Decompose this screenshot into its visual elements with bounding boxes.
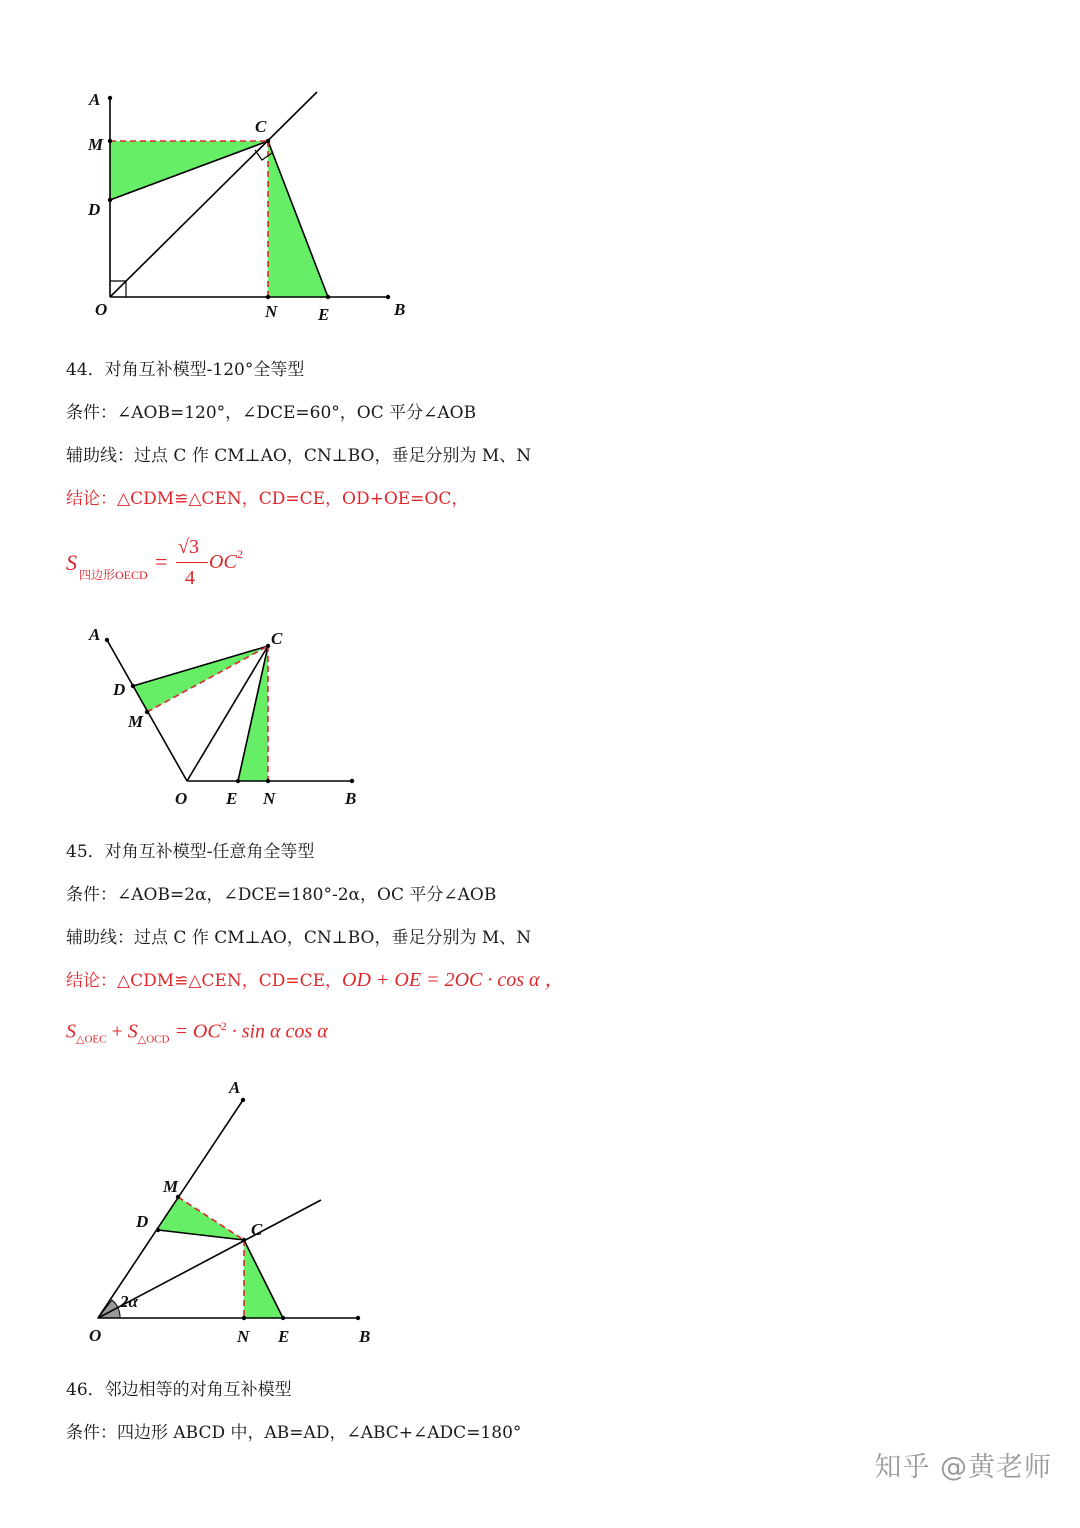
- figure-3-label-c: C: [251, 1220, 263, 1239]
- formula-s: S: [66, 550, 77, 575]
- figure-3-label-d: D: [136, 1212, 149, 1231]
- section-46-title: 46．邻边相等的对角互补模型: [66, 1380, 292, 1400]
- figure-2-label-n: N: [263, 789, 276, 808]
- figure-2-label-o: O: [175, 789, 188, 808]
- figure-2-label-b: B: [345, 789, 357, 808]
- fraction-bar: [176, 562, 208, 563]
- figure-3-label-m: M: [163, 1177, 179, 1196]
- figure-2: [88, 625, 356, 808]
- formula-sub2: △OCD: [137, 1033, 170, 1046]
- formula-sup: 2: [220, 1019, 227, 1033]
- section-45-conclusion-prefix: 结论：△CDM≌△CEN，CD=CE，: [66, 971, 343, 991]
- formula-denominator: 4: [185, 567, 195, 589]
- figure-3-label-angle: 2α: [120, 1292, 138, 1311]
- figure-2-label-e: E: [226, 789, 238, 808]
- section-44-auxiliary-line: 辅助线：过点 C 作 CM⊥AO，CN⊥BO，垂足分别为 M、N: [66, 446, 532, 466]
- figure-1-label-c: C: [255, 117, 267, 136]
- formula-tail: OC: [209, 551, 237, 573]
- figure-1: [87, 90, 405, 324]
- section-45-title: 45．对角互补模型-任意角全等型: [66, 842, 315, 862]
- section-44-condition: 条件：∠AOB=120°，∠DCE=60°，OC 平分∠AOB: [66, 403, 477, 423]
- figure-1-label-m: M: [88, 135, 104, 154]
- figure-2-label-a: A: [89, 625, 101, 644]
- formula-sub1: △OEC: [76, 1033, 107, 1046]
- figure-1-label-d: D: [88, 200, 101, 219]
- formula-s2: S: [127, 1020, 138, 1043]
- figure-1-label-b: B: [394, 300, 406, 319]
- section-46-condition: 条件：四边形 ABCD 中，AB=AD，∠ABC+∠ADC=180°: [66, 1423, 522, 1443]
- section-45-auxiliary-line: 辅助线：过点 C 作 CM⊥AO，CN⊥BO，垂足分别为 M、N: [66, 928, 532, 948]
- section-45-area-formula: [66, 1012, 328, 1054]
- figure-2-label-d: D: [113, 680, 126, 699]
- formula-equals: =: [155, 549, 168, 574]
- figure-3-shaded-triangle-mdc: [158, 1197, 244, 1240]
- figure-3-label-a: A: [229, 1078, 241, 1097]
- figure-3: [89, 1078, 370, 1346]
- formula-numerator: √3: [178, 536, 199, 558]
- section-44-title: 44．对角互补模型-120°全等型: [66, 360, 305, 380]
- figure-1-label-e: E: [318, 305, 330, 324]
- figure-2-label-c: C: [271, 629, 283, 648]
- formula-exponent: 2: [237, 547, 243, 561]
- section-45-conclusion-formula: OD + OE = 2OC · cos α ，: [342, 969, 565, 991]
- figure-2-label-m: M: [128, 712, 144, 731]
- formula-subscript: 四边形OECD: [79, 568, 148, 582]
- zhihu-watermark: 知乎 @黄老师: [874, 1452, 1052, 1483]
- formula-equals-oc: = OC: [169, 1020, 221, 1043]
- figure-3-label-b: B: [359, 1327, 371, 1346]
- formula-trig: · sin α cos α: [226, 1020, 328, 1043]
- figure-3-label-n: N: [237, 1327, 250, 1346]
- section-45-condition: 条件：∠AOB=2α，∠DCE=180°-2α，OC 平分∠AOB: [66, 885, 497, 905]
- section-45-conclusion: [66, 969, 565, 992]
- figure-3-label-o: O: [89, 1326, 102, 1345]
- figure-3-label-e: E: [278, 1327, 290, 1346]
- formula-plus: +: [106, 1020, 128, 1043]
- formula-s1: S: [66, 1020, 76, 1043]
- figure-1-label-o: O: [95, 300, 108, 319]
- section-44-conclusion: 结论：△CDM≌△CEN，CD=CE，OD+OE=OC，: [66, 489, 469, 509]
- figure-1-label-a: A: [89, 90, 101, 109]
- figure-1-label-n: N: [265, 302, 278, 321]
